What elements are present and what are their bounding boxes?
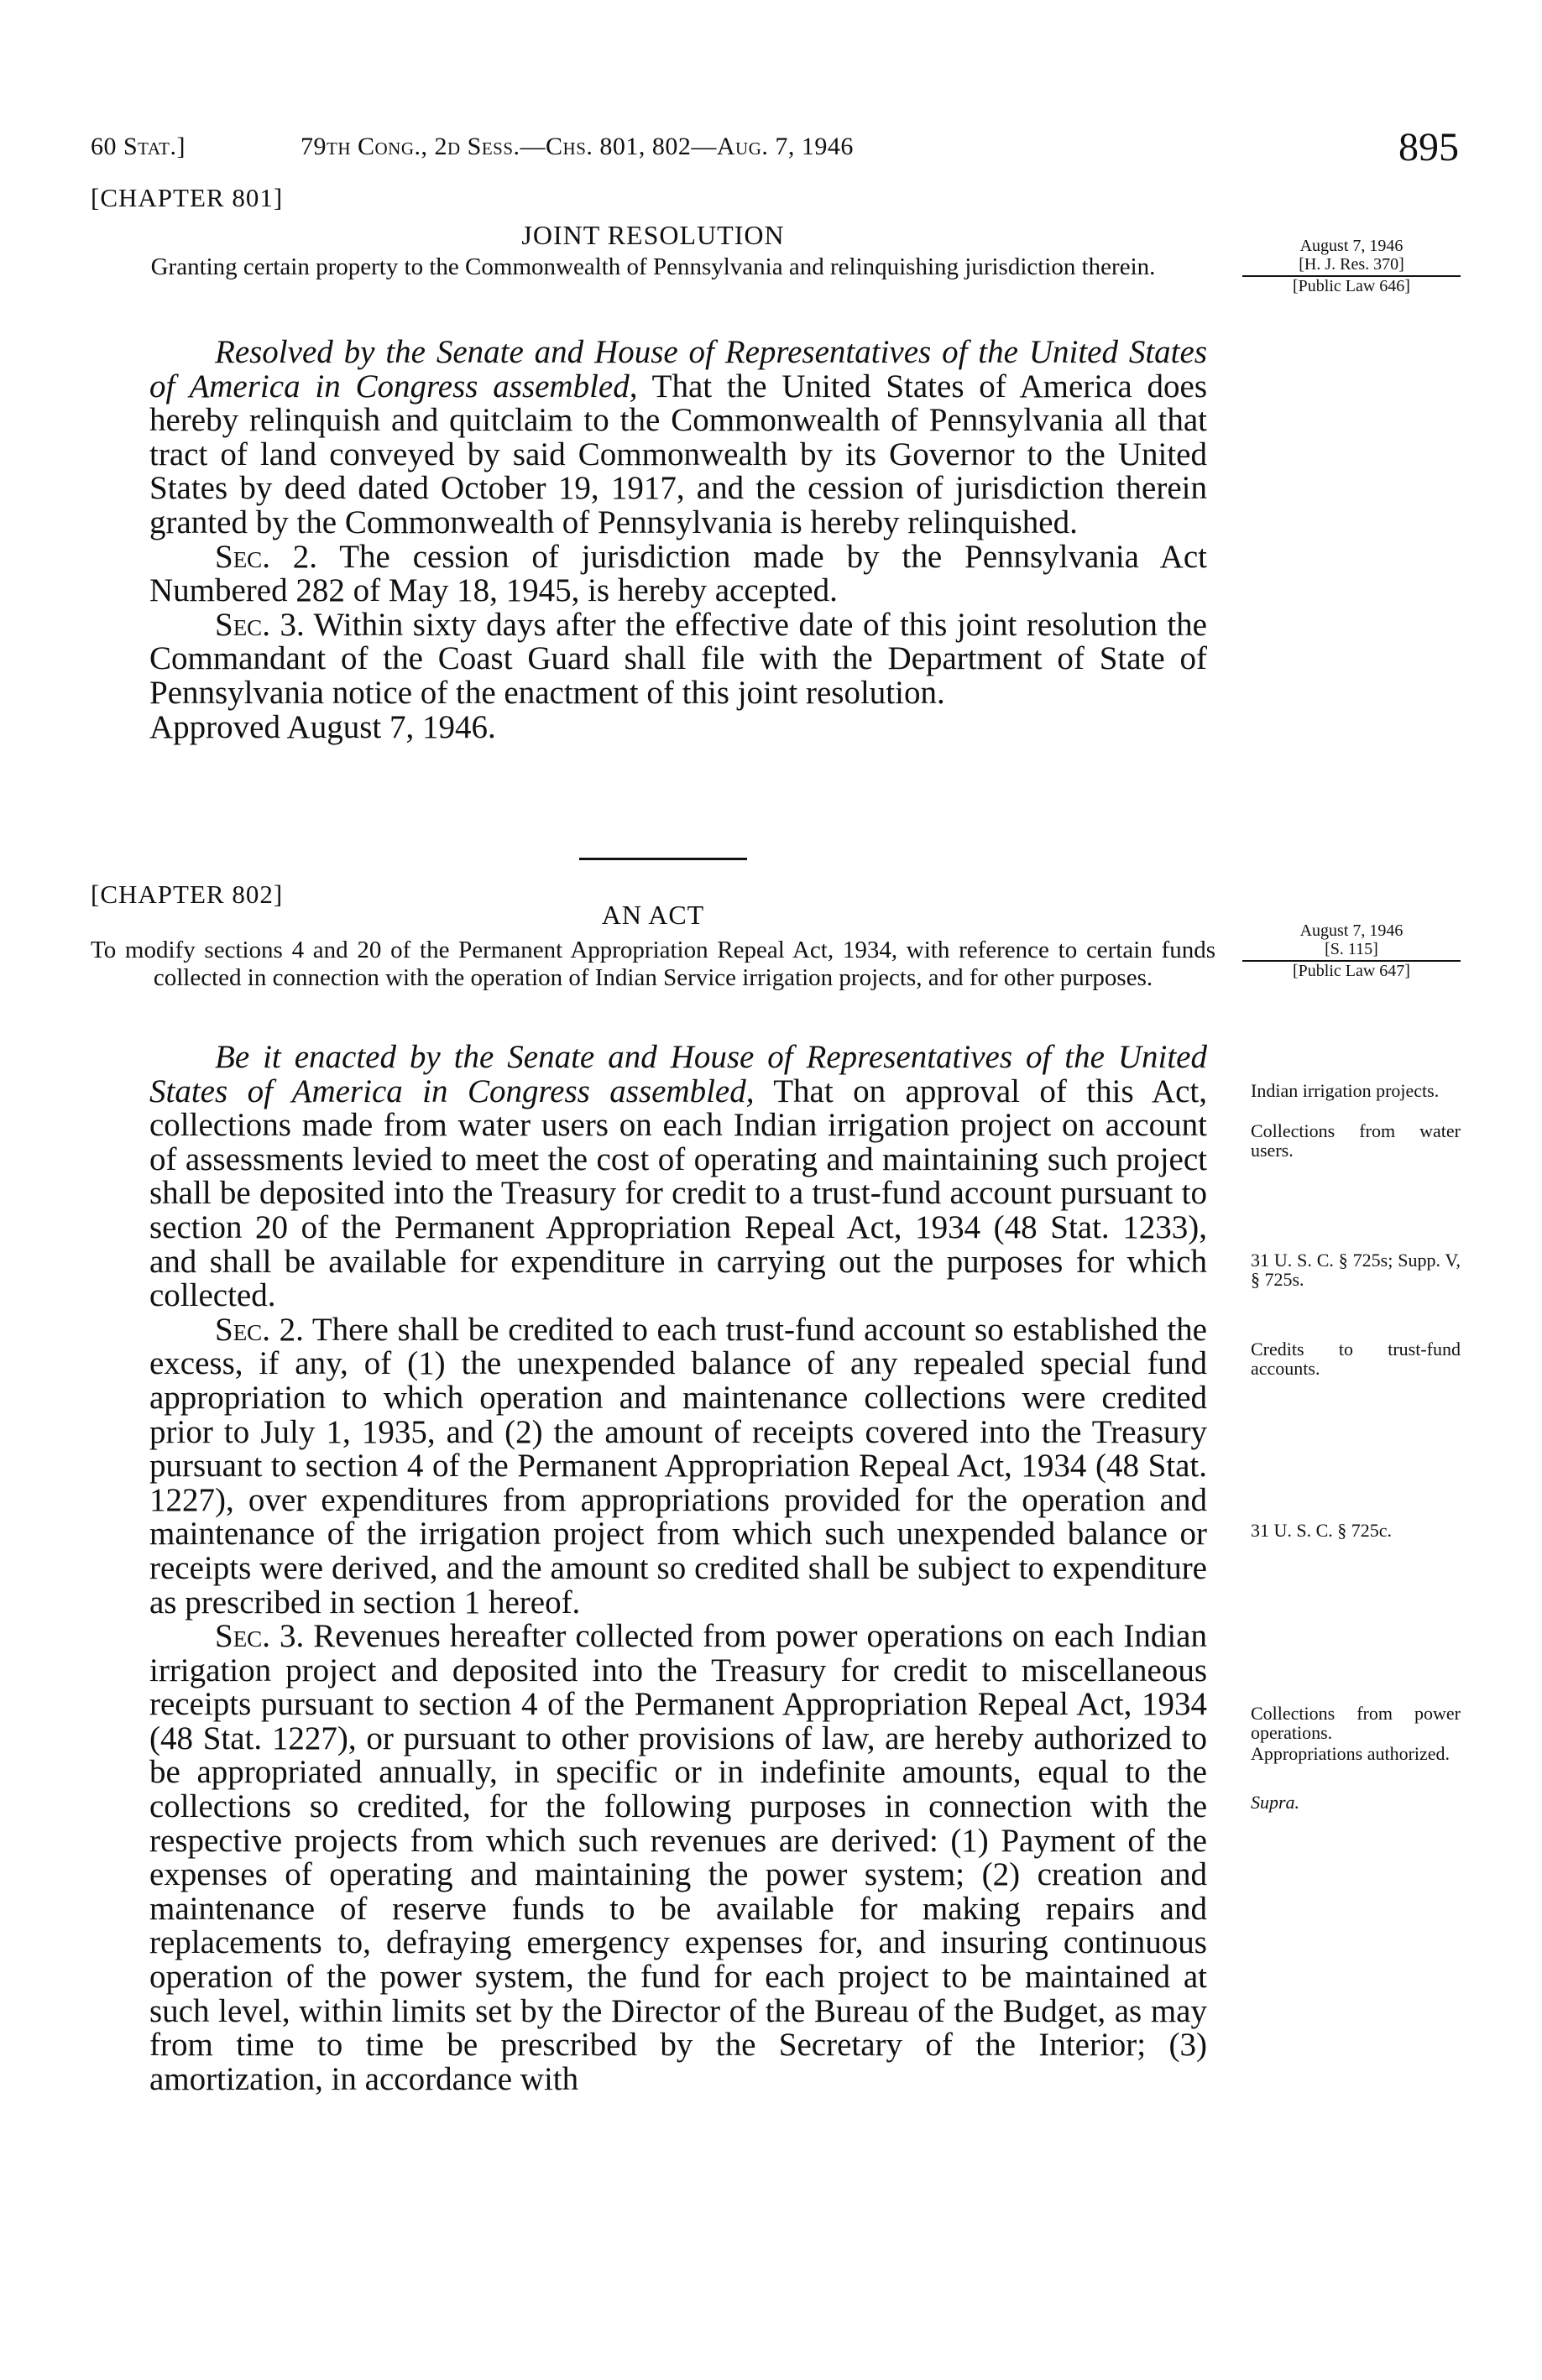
chapter-802-section-1: [149, 1041, 1207, 1313]
chapter-802-section-2: [149, 1313, 1207, 1620]
running-head: [91, 124, 1459, 175]
chapter-801-long-title: Granting certain property to the Commonwealth of Pennsylvania and relinquishing jurisdiction therein.: [150, 253, 1156, 280]
chapter-802-label: [CHAPTER 802]: [91, 879, 284, 909]
section-3-label: Sec. 3.: [215, 606, 305, 643]
section-2-label: Sec. 2.: [215, 1311, 304, 1348]
chapter-divider-rule: [579, 858, 747, 860]
chapter-801-side-meta: [1242, 237, 1461, 295]
bill-number: [S. 115]: [1325, 940, 1378, 958]
public-law-number: [Public Law 646]: [1293, 277, 1410, 295]
section-3-text: Within sixty days after the effective date of this joint resolution the Commandant of the Coast Guard shall file with the Department of State of Pennsylvania notice of the enactment of this joint resolution.: [149, 606, 1207, 711]
resolving-clause: Resolved by the Senate and House of Representatives of the United States of America in Congress assembled,: [149, 334, 1207, 404]
margin-note-collections-power: Collections from power operations.: [1251, 1703, 1461, 1743]
margin-note-supra: Supra.: [1251, 1792, 1300, 1813]
enacting-clause: Be it enacted by the Senate and House of Representatives of the United States of America in Congress assembled,: [149, 1039, 1207, 1109]
enactment-date: August 7, 1946: [1299, 237, 1403, 255]
chapter-801-section-2: [149, 540, 1207, 608]
chapter-801-label: [CHAPTER 801]: [91, 183, 284, 212]
chapter-802-body: [149, 1041, 1207, 2096]
chapter-802-long-title: To modify sections 4 and 20 of the Permanent Appropriation Repeal Act, 1934, with reference to certain funds collected in connection with the operation of Indian Service irrigation projects, and for other purposes.: [91, 937, 1215, 991]
section-2-text: The cession of jurisdiction made by the Pennsylvania Act Numbered 282 of May 18, 1945, is hereby accepted.: [149, 538, 1207, 609]
margin-note-indian-irrigation: Indian irrigation projects.: [1251, 1080, 1440, 1101]
enactment-date: August 7, 1946: [1299, 921, 1403, 940]
congress-session-line: 79th Cong., 2d Sess.—Chs. 801, 802—Aug. 7, 1946: [301, 133, 854, 160]
section-1-text: That on approval of this Act, collections made from water users on each Indian irrigation project on account of assessments levied to meet the cost of operating and maintaining such project shall be deposited into the Treasury for credit to a trust-fund account pursuant to section 20 of the Permanent Appropriation Repeal Act, 1934 (48 Stat. 1233), and shall be available for expenditure in carrying out the purposes for which collected.: [149, 1073, 1207, 1314]
section-1-text: That the United States of America does hereby relinquish and quitclaim to the Commonwealth of Pennsylvania all that tract of land conveyed by said Commonwealth by its Governor to the United States by deed dated October 19, 1917, and the cession of jurisdiction therein granted by the Commonwealth of Pennsylvania is hereby relinquished.: [149, 368, 1208, 540]
chapter-801-section-3: [149, 608, 1207, 711]
chapter-802-measure-type: AN ACT: [601, 900, 705, 930]
chapter-802-section-3: [149, 1620, 1207, 2096]
margin-note-usc-725c: 31 U. S. C. § 725c.: [1251, 1520, 1393, 1541]
section-3-text: Revenues hereafter collected from power operations on each Indian irrigation project and deposited into the Treasury for credit to miscellaneous receipts pursuant to section 4 of the Permanent Appropriation Repeal Act, 1934 (48 Stat. 1227), or pursuant to other provisions of law, are hereby authorized to be appropriated annually, in specific or in indefinite amounts, equal to the collections so credited, for the following purposes in connection with the respective projects from which such revenues are derived: (1) Payment of the expenses of operating and maintaining the power system; (2) creation and maintenance of reserve funds to be available for making repairs and replacements to, defraying emergency expenses for, and insuring continuous operation of the power system, the fund for each project to be maintained at such level, within limits set by the Director of the Bureau of the Budget, as may from time to time be prescribed by the Secretary of the Interior; (3) amortization, in accordance with: [149, 1618, 1207, 2097]
section-3-label: Sec. 3.: [215, 1618, 305, 1655]
margin-note-credits-trust: Credits to trust-fund accounts.: [1251, 1339, 1461, 1379]
section-2-label: Sec. 2.: [215, 538, 318, 575]
page-number: 895: [1398, 125, 1459, 170]
margin-note-collections-water: Collections from water users.: [1251, 1120, 1461, 1161]
chapter-802-side-meta: [1242, 921, 1461, 980]
chapter-801-body: [149, 336, 1207, 744]
bill-number: [H. J. Res. 370]: [1299, 255, 1404, 274]
approval-line: Approved August 7, 1946.: [149, 708, 496, 745]
chapter-801-measure-type: JOINT RESOLUTION: [521, 220, 785, 250]
margin-note-usc-725s: 31 U. S. C. § 725s; Supp. V, § 725s.: [1251, 1250, 1461, 1290]
section-2-text: There shall be credited to each trust-fund account so established the excess, if any, of (1) the unexpended balance of any repealed special fund appropriation to which operation and maintenance collections were credited prior to July 1, 1935, and (2) the amount of receipts covered into the Treasury pursuant to section 4 of the Permanent Appropriation Repeal Act, 1934 (48 Stat. 1227), over expenditures from appropriations provided for the operation and maintenance of the irrigation project from which such unexpended balance or receipts were derived, and the amount so credited shall be subject to expenditure as prescribed in section 1 hereof.: [149, 1311, 1207, 1621]
margin-note-appropriations-authorized: Appropriations authorized.: [1251, 1743, 1451, 1764]
chapter-801-section-1: [149, 336, 1207, 540]
statute-volume: 60 Stat.]: [91, 133, 186, 160]
public-law-number: [Public Law 647]: [1293, 962, 1410, 980]
